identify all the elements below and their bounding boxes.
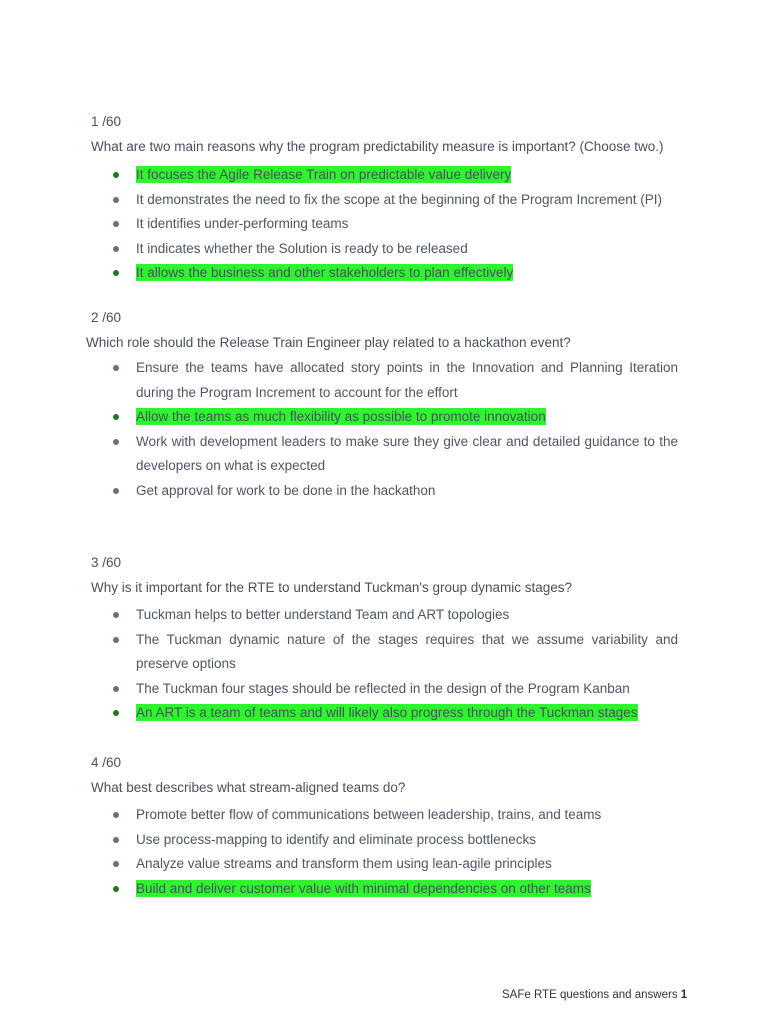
answer-option-correct [0,701,678,726]
answer-options [0,603,768,726]
answer-options [0,163,768,286]
answer-option [0,803,678,828]
answer-option [0,430,678,479]
question-text: Which role should the Release Train Engineer play related to a hackathon event? [86,335,571,350]
answer-option [0,677,678,702]
answer-text: An ART is a team of teams and will likely also progress through the Tuckman stages [136,705,638,721]
answer-option-correct [0,261,678,286]
bullet-icon [113,637,119,643]
answer-option-correct [0,405,678,430]
bullet-icon [113,414,119,420]
answer-option [0,237,678,262]
answer-option [0,603,678,628]
answer-text: Tuckman helps to better understand Team and ART topologies [136,607,510,622]
answer-option-correct [0,877,678,902]
question-number: 4 /60 [91,755,122,770]
answer-text: It indicates whether the Solution is ready to be released [136,240,468,256]
answer-text: It identifies under-performing teams [136,216,349,232]
page-footer [502,988,687,1002]
answer-option [0,356,678,405]
bullet-icon [113,886,119,892]
answer-option [0,628,678,677]
footer-title: SAFe RTE questions and answers [502,989,678,1001]
answer-text: Work with development leaders to make sure they give clear and detailed guidance to the developers on what is expected [136,433,678,474]
bullet-icon [113,488,119,494]
answer-text: Use process-mapping to identify and eliminate process bottlenecks [136,831,536,847]
page-number: 1 [680,989,688,1001]
bullet-icon [113,612,119,618]
question-number: 3 /60 [91,555,122,570]
bullet-icon [113,812,119,818]
answer-text: Allow the teams as much flexibility as possible to promote innovation [136,409,546,425]
bullet-icon [113,246,119,252]
answer-text: Analyze value streams and transform them using lean-agile principles [136,856,552,872]
question-number: 2 /60 [91,310,122,325]
question-text: What are two main reasons why the program predictability measure is important? (Choose two.) [91,139,664,154]
bullet-icon [113,172,119,178]
bullet-icon [113,837,119,843]
question-text: Why is it important for the RTE to understand Tuckman's group dynamic stages? [91,580,573,595]
answer-text: The Tuckman four stages should be reflected in the design of the Program Kanban [136,680,630,696]
answer-option [0,828,678,853]
answer-option [0,188,678,213]
answer-options [0,803,768,901]
bullet-icon [113,710,119,716]
answer-option [0,852,678,877]
bullet-icon [113,221,119,227]
bullet-icon [113,365,119,371]
answer-text: Ensure the teams have allocated story points in the Innovation and Planning Iteration during the Program Increment to account for the effort [136,360,678,400]
bullet-icon [113,686,119,692]
bullet-icon [113,197,119,203]
answer-text: It demonstrates the need to fix the scope at the beginning of the Program Increment (PI) [136,191,663,207]
question-text: What best describes what stream-aligned teams do? [91,780,406,795]
question-number: 1 /60 [91,114,122,129]
answer-text: It focuses the Agile Release Train on predictable value delivery [136,167,512,182]
bullet-icon [113,439,119,445]
answer-option-correct [0,163,678,188]
answer-text: Promote better flow of communications between leadership, trains, and teams [136,807,602,822]
answer-options [0,356,768,504]
answer-option [0,479,678,504]
answer-text: Get approval for work to be done in the hackathon [136,482,436,498]
answer-option [0,212,678,237]
answer-text: The Tuckman dynamic nature of the stages requires that we assume variability and preserve options [136,631,678,672]
bullet-icon [113,270,119,276]
answer-text: It allows the business and other stakeholders to plan effectively [136,265,514,281]
answer-text: Build and deliver customer value with minimal dependencies on other teams [136,880,591,896]
bullet-icon [113,861,119,867]
